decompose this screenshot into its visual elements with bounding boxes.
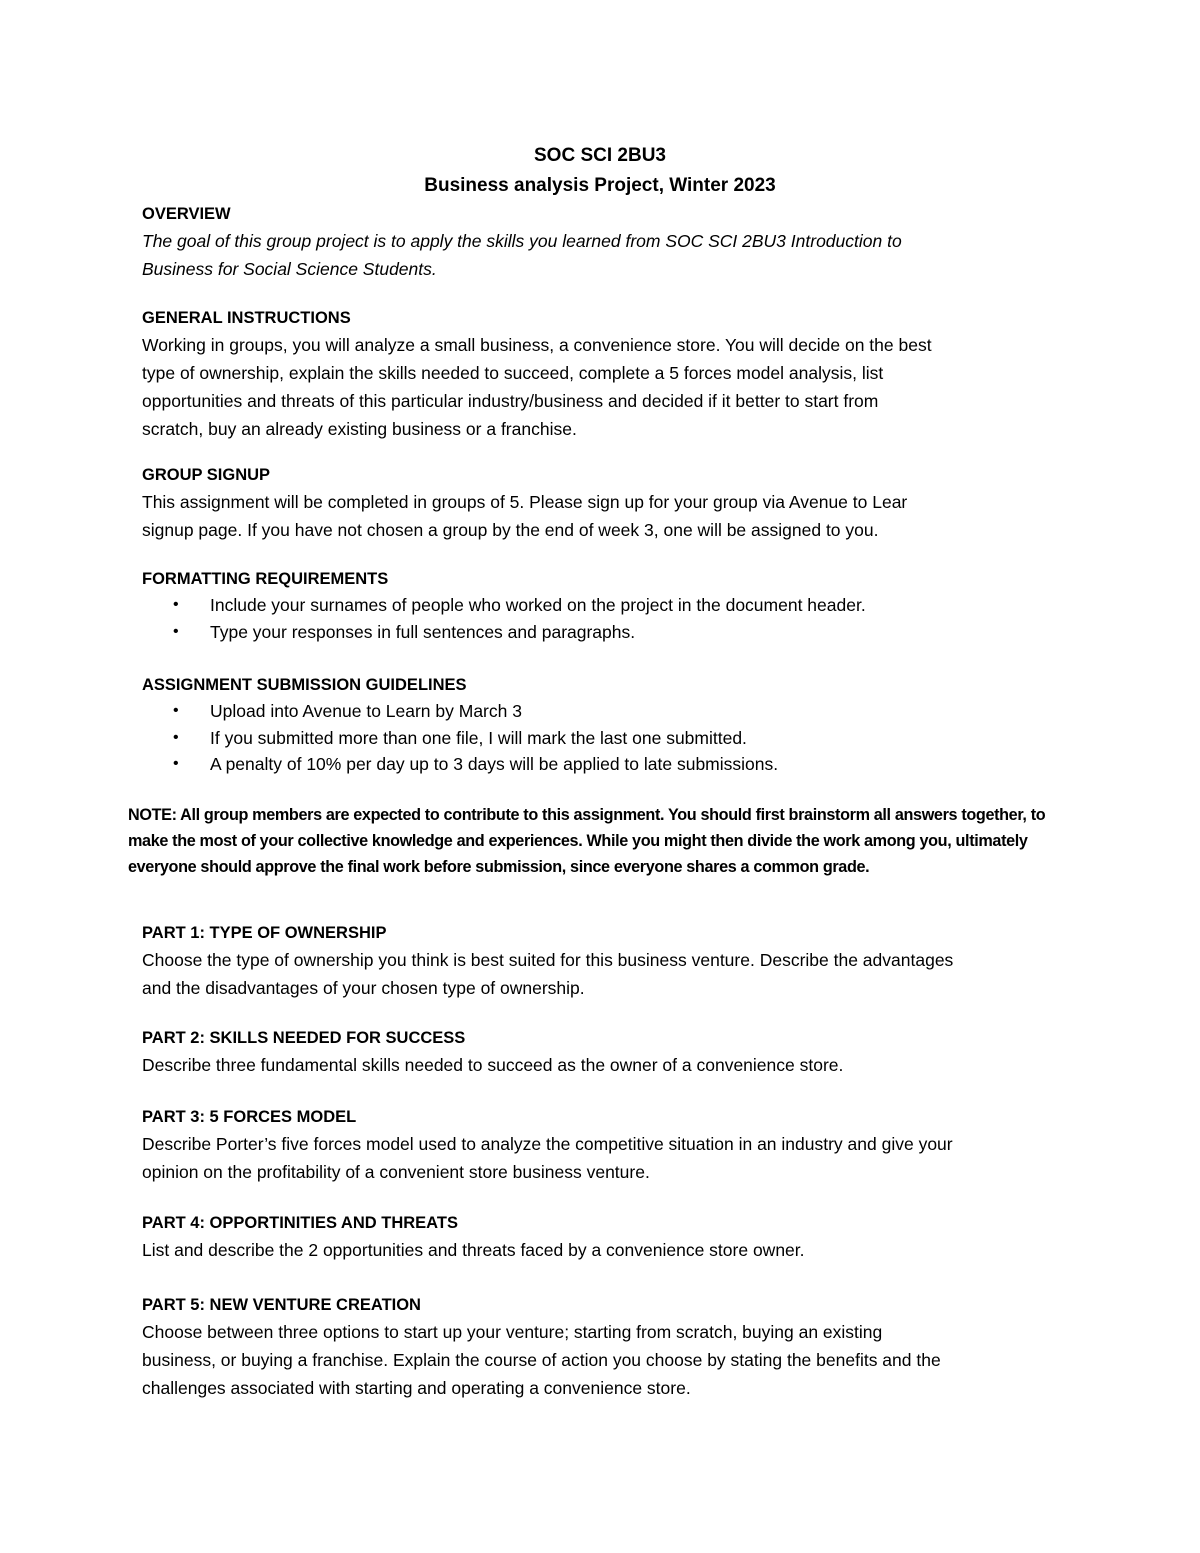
submission-heading: ASSIGNMENT SUBMISSION GUIDELINES [142,676,467,694]
general-instructions-line: scratch, buy an already existing business or a franchise. [142,419,577,439]
general-instructions-section [142,305,1062,443]
group-signup-line: signup page. If you have not chosen a group by the end of week 3, one will be assigned to you. [142,520,879,540]
overview-line: The goal of this group project is to apply the skills you learned from SOC SCI 2BU3 Introduction to [142,231,902,251]
part-2-heading: PART 2: SKILLS NEEDED FOR SUCCESS [142,1029,466,1047]
general-instructions-heading: GENERAL INSTRUCTIONS [142,309,351,327]
overview-heading: OVERVIEW [142,205,231,223]
part-5-line: business, or buying a franchise. Explain the course of action you choose by stating the benefits and the [142,1350,941,1370]
part-4-section [142,1210,1062,1264]
group-signup-line: This assignment will be completed in groups of 5. Please sign up for your group via Avenue to Lear [142,492,908,512]
part-1-line: and the disadvantages of your chosen type of ownership. [142,978,585,998]
group-signup-section [142,462,1062,544]
part-1-heading: PART 1: TYPE OF OWNERSHIP [142,924,387,942]
bullet-icon: • [173,728,179,746]
list-item-text: A penalty of 10% per day up to 3 days will be applied to late submissions. [210,754,779,774]
general-instructions-line: opportunities and threats of this particular industry/business and decided if it better to start from [142,391,879,411]
group-signup-heading: GROUP SIGNUP [142,466,271,484]
part-1-line: Choose the type of ownership you think is best suited for this business venture. Describe the advantages [142,950,954,970]
list-item-text: Include your surnames of people who worked on the project in the document header. [210,595,866,615]
formatting-list [142,592,1062,645]
list-item [140,619,1062,646]
list-item-text: Upload into Avenue to Learn by March 3 [210,701,522,721]
part-1-section [142,920,1062,1002]
overview-section [142,201,1062,283]
part-5-heading: PART 5: NEW VENTURE CREATION [142,1296,421,1314]
part-4-line: List and describe the 2 opportunities and threats faced by a convenience store owner. [142,1240,805,1260]
part-2-section [142,1025,1062,1079]
list-item-text: Type your responses in full sentences and paragraphs. [210,621,636,642]
bullet-icon: • [173,622,179,640]
part-5-line: challenges associated with starting and operating a convenience store. [142,1378,691,1398]
project-title: Business analysis Project, Winter 2023 [424,175,776,196]
note-line: NOTE: All group members are expected to contribute to this assignment. You should first brainstorm all answers together, to [128,806,1046,824]
part-4-heading: PART 4: OPPORTINITIES AND THREATS [142,1214,458,1232]
bullet-icon: • [173,702,179,719]
part-5-section [142,1292,1062,1402]
overview-line: Business for Social Science Students. [142,259,437,279]
list-item [140,751,1062,778]
bullet-icon: • [173,755,179,772]
part-2-line: Describe three fundamental skills needed to succeed as the owner of a convenience store. [142,1055,844,1075]
list-item-text: If you submitted more than one file, I will mark the last one submitted. [210,727,747,748]
list-item [140,592,1062,619]
list-item [140,698,1062,725]
note-line: make the most of your collective knowledge and experiences. While you might then divide the work among you, ultimately [128,832,1028,850]
general-instructions-line: Working in groups, you will analyze a small business, a convenience store. You will decide on the best [142,335,932,355]
note-paragraph [128,802,1128,880]
formatting-heading: FORMATTING REQUIREMENTS [142,570,389,588]
submission-list [142,698,1062,778]
part-3-line: opinion on the profitability of a convenient store business venture. [142,1162,650,1182]
list-item [140,725,1062,752]
part-3-section [142,1104,1062,1186]
general-instructions-line: type of ownership, explain the skills needed to succeed, complete a 5 forces model analysis, list [142,363,884,383]
note-line: everyone should approve the final work before submission, since everyone shares a common grade. [128,858,870,876]
part-3-heading: PART 3: 5 FORCES MODEL [142,1108,357,1126]
part-5-line: Choose between three options to start up your venture; starting from scratch, buying an existing [142,1322,883,1342]
submission-section [142,672,1062,778]
part-3-line: Describe Porter’s five forces model used to analyze the competitive situation in an industry and give your [142,1134,953,1154]
course-code: SOC SCI 2BU3 [534,145,666,166]
formatting-section [142,566,1062,645]
bullet-icon: • [173,596,179,613]
